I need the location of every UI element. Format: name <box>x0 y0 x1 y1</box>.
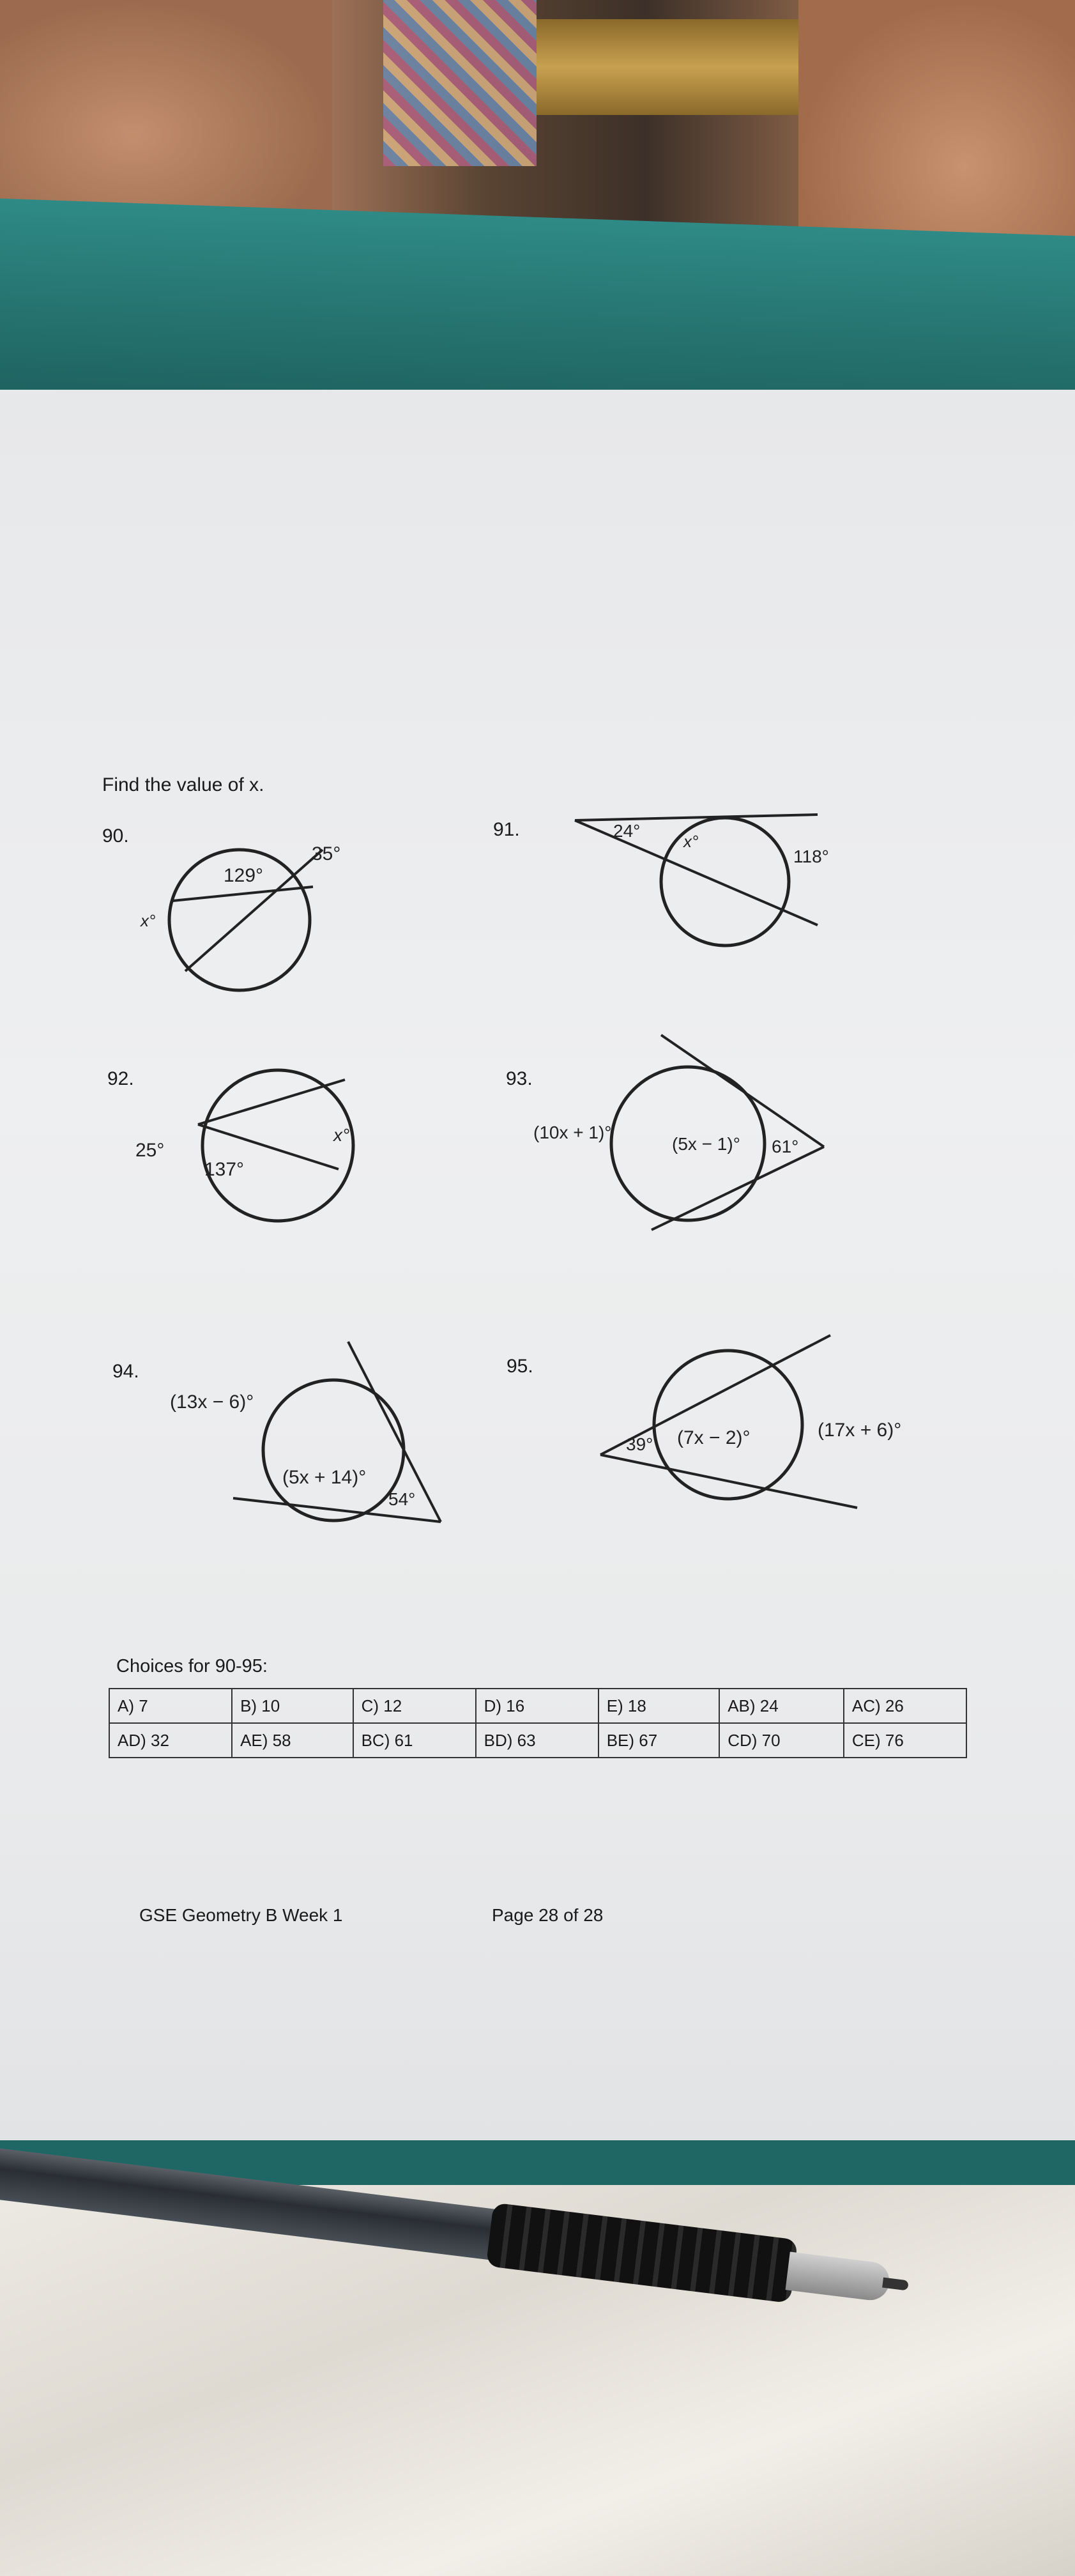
table-row <box>109 1689 966 1723</box>
problem-95-figure <box>575 1322 958 1533</box>
problem-91-figure <box>562 805 894 971</box>
choice-cell: AD) 32 <box>109 1723 232 1758</box>
label-x: x° <box>683 832 699 851</box>
label-137: 137° <box>204 1159 245 1180</box>
choice-cell: AC) 26 <box>844 1689 966 1723</box>
label-x: x° <box>333 1125 350 1145</box>
choice-cell: A) 7 <box>109 1689 232 1723</box>
pen-tip <box>786 2252 892 2303</box>
problem-93-figure <box>530 1029 850 1239</box>
table-row <box>109 1723 966 1758</box>
circle <box>263 1380 404 1521</box>
choice-cell: BC) 61 <box>353 1723 476 1758</box>
label-25: 25° <box>135 1140 165 1161</box>
tangent-line-2 <box>652 1147 824 1230</box>
choice-cell: AB) 24 <box>719 1689 844 1723</box>
circle <box>654 1351 802 1499</box>
label-54: 54° <box>388 1489 416 1509</box>
choice-cell: E) 18 <box>598 1689 720 1723</box>
circle <box>202 1070 353 1221</box>
problem-93-number: 93. <box>506 1068 533 1089</box>
label-7x-minus-2: (7x − 2)° <box>677 1427 751 1448</box>
choices-table <box>109 1688 967 1758</box>
label-5x-plus-14: (5x + 14)° <box>282 1467 367 1488</box>
tangent-line <box>575 815 818 820</box>
label-x: x° <box>141 911 156 930</box>
label-17x-plus-6: (17x + 6)° <box>818 1420 902 1441</box>
footer-course: GSE Geometry B Week 1 <box>139 1905 343 1925</box>
choice-cell: AE) 58 <box>232 1723 353 1758</box>
choice-cell: BE) 67 <box>598 1723 720 1758</box>
label-129: 129° <box>224 865 264 886</box>
instruction-text: Find the value of x. <box>102 774 264 795</box>
problem-94-figure <box>166 1335 460 1546</box>
problem-95-number: 95. <box>507 1356 533 1377</box>
label-13x-minus-6: (13x − 6)° <box>170 1392 254 1413</box>
label-118: 118° <box>793 847 829 866</box>
chord-line-1 <box>198 1080 345 1124</box>
choice-cell: CD) 70 <box>719 1723 844 1758</box>
choice-cell: BD) 63 <box>476 1723 598 1758</box>
background-cloth <box>383 0 537 166</box>
label-39: 39° <box>626 1434 653 1454</box>
choice-cell: CE) 76 <box>844 1723 966 1758</box>
circle <box>661 818 789 946</box>
problem-92-number: 92. <box>107 1068 134 1089</box>
label-61: 61° <box>772 1137 799 1156</box>
label-10x-plus-1: (10x + 1)° <box>533 1123 612 1142</box>
footer-page: Page 28 of 28 <box>492 1905 604 1925</box>
choice-cell: B) 10 <box>232 1689 353 1723</box>
label-24: 24° <box>613 821 641 841</box>
label-5x-minus-1: (5x − 1)° <box>672 1134 740 1154</box>
choices-title: Choices for 90-95: <box>116 1656 268 1676</box>
problem-90-figure <box>128 811 370 1016</box>
choice-cell: C) 12 <box>353 1689 476 1723</box>
choice-cell: D) 16 <box>476 1689 598 1723</box>
problem-92-figure <box>128 1054 396 1246</box>
problem-94-number: 94. <box>112 1361 139 1382</box>
background-shelf <box>537 19 830 115</box>
problem-91-number: 91. <box>493 819 520 840</box>
problem-90-number: 90. <box>102 825 129 847</box>
tangent-line-1 <box>661 1035 824 1147</box>
secant-line <box>172 887 313 901</box>
label-35: 35° <box>312 843 341 864</box>
worksheet-paper <box>0 390 1075 2140</box>
